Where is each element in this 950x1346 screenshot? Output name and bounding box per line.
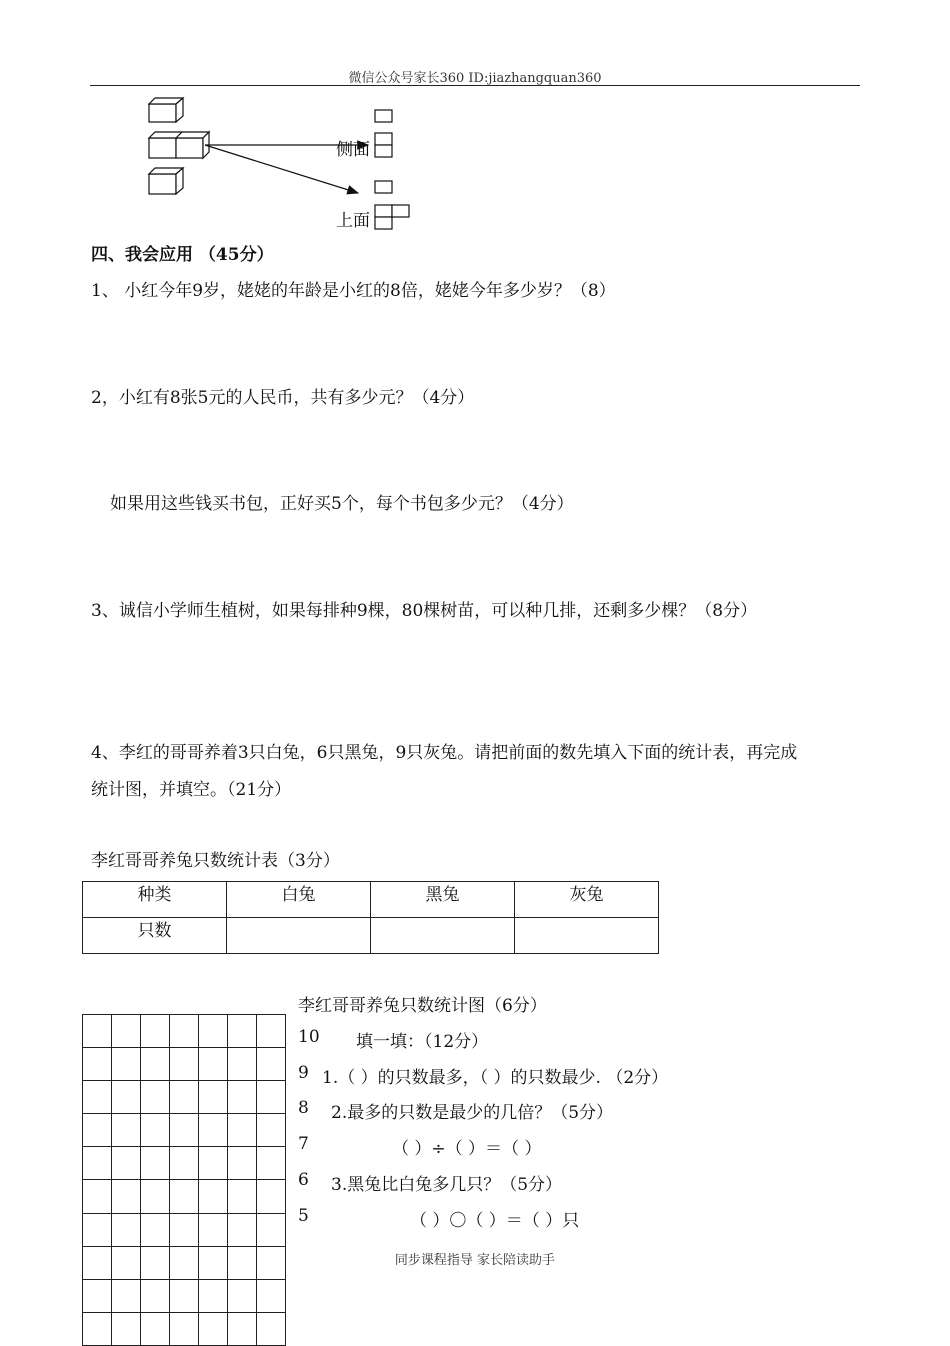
y-tick-label: 9	[298, 1063, 309, 1083]
chart-caption: 李红哥哥养兔只数统计图（6分）	[298, 996, 547, 1016]
table-row	[83, 918, 659, 954]
grid-cell[interactable]	[112, 1015, 141, 1048]
top-view-label: 上面	[336, 211, 370, 231]
grid-cell[interactable]	[199, 1147, 228, 1180]
grid-cell[interactable]	[83, 1180, 112, 1213]
cube-views-diagram	[0, 0, 950, 240]
question-3: 3、诚信小学师生植树，如果每排种9棵，80棵树苗，可以种几排，还剩多少棵？（8分）	[91, 601, 758, 621]
grid-cell[interactable]	[112, 1180, 141, 1213]
grid-cell[interactable]	[141, 1147, 170, 1180]
y-tick-label: 6	[298, 1170, 309, 1190]
grid-cell[interactable]	[257, 1114, 286, 1147]
grid-cell[interactable]	[170, 1114, 199, 1147]
grid-cell[interactable]	[257, 1280, 286, 1313]
grid-cell[interactable]	[170, 1214, 199, 1247]
grid-cell[interactable]	[257, 1081, 286, 1114]
grid-cell[interactable]	[170, 1280, 199, 1313]
grid-cell[interactable]	[228, 1147, 257, 1180]
fill-question-1: 1.（ ）的只数最多，（ ）的只数最少. （2分）	[322, 1068, 669, 1088]
grid-cell[interactable]	[228, 1015, 257, 1048]
grid-cell[interactable]	[141, 1114, 170, 1147]
table-header-row	[83, 882, 659, 918]
grid-cell[interactable]	[112, 1114, 141, 1147]
side-view-label: 侧面	[336, 140, 370, 160]
grid-cell[interactable]	[199, 1048, 228, 1081]
grid-cell[interactable]	[228, 1280, 257, 1313]
grid-cell[interactable]	[112, 1214, 141, 1247]
grid-cell[interactable]	[112, 1081, 141, 1114]
grid-cell[interactable]	[141, 1313, 170, 1346]
grid-cell[interactable]	[170, 1313, 199, 1346]
fill-equation-1: （ ）÷（ ）＝（ ）	[392, 1139, 542, 1159]
fill-equation-2: （ ）〇（ ）＝（ ）只	[410, 1211, 580, 1231]
grid-cell[interactable]	[83, 1147, 112, 1180]
table-cell-white[interactable]	[227, 918, 371, 954]
question-2-followup: 如果用这些钱买书包，正好买5个，每个书包多少元？（4分）	[110, 494, 574, 514]
grid-cell[interactable]	[257, 1147, 286, 1180]
grid-cell[interactable]	[228, 1214, 257, 1247]
grid-cell[interactable]	[141, 1015, 170, 1048]
question-1: 1、 小红今年9岁，姥姥的年龄是小红的8倍，姥姥今年多少岁？（8）	[91, 281, 616, 301]
cube-stack	[149, 98, 209, 194]
grid-cell[interactable]	[141, 1280, 170, 1313]
stat-chart-grid[interactable]	[82, 1014, 286, 1346]
table-header-cell: 黑兔	[371, 882, 515, 918]
page-footer: 同步课程指导 家长陪读助手	[394, 1253, 556, 1268]
grid-cell[interactable]	[257, 1313, 286, 1346]
grid-cell[interactable]	[228, 1048, 257, 1081]
fill-question-2: 2.最多的只数是最少的几倍？（5分）	[331, 1103, 614, 1123]
question-4-line1: 4、李红的哥哥养着3只白兔，6只黑兔，9只灰兔。请把前面的数先填入下面的统计表，再完成	[91, 743, 798, 763]
grid-cell[interactable]	[83, 1313, 112, 1346]
grid-cell[interactable]	[199, 1313, 228, 1346]
grid-cell[interactable]	[170, 1048, 199, 1081]
table-row-label: 只数	[83, 918, 227, 954]
grid-cell[interactable]	[228, 1180, 257, 1213]
table-header-cell: 灰兔	[515, 882, 659, 918]
rabbit-stat-table	[82, 881, 659, 954]
grid-cell[interactable]	[257, 1180, 286, 1213]
section-title: 四、我会应用 （45分）	[91, 245, 274, 265]
grid-cell[interactable]	[141, 1214, 170, 1247]
grid-cell[interactable]	[83, 1114, 112, 1147]
grid-cell[interactable]	[83, 1280, 112, 1313]
grid-cell[interactable]	[199, 1015, 228, 1048]
grid-cell[interactable]	[199, 1180, 228, 1213]
grid-cell[interactable]	[199, 1214, 228, 1247]
grid-cell[interactable]	[257, 1214, 286, 1247]
grid-cell[interactable]	[141, 1180, 170, 1213]
grid-cell[interactable]	[112, 1280, 141, 1313]
grid-cell[interactable]	[257, 1048, 286, 1081]
table-caption: 李红哥哥养兔只数统计表（3分）	[91, 851, 340, 871]
y-tick-label: 10	[298, 1027, 320, 1047]
grid-cell[interactable]	[83, 1214, 112, 1247]
table-cell-black[interactable]	[371, 918, 515, 954]
grid-cell[interactable]	[112, 1147, 141, 1180]
grid-cell[interactable]	[170, 1180, 199, 1213]
grid-cell[interactable]	[228, 1081, 257, 1114]
grid-cell[interactable]	[83, 1048, 112, 1081]
grid-cell[interactable]	[199, 1081, 228, 1114]
grid-cell[interactable]	[170, 1147, 199, 1180]
question-4-line2: 统计图，并填空。（21分）	[91, 780, 292, 800]
y-tick-label: 8	[298, 1098, 309, 1118]
grid-cell[interactable]	[112, 1048, 141, 1081]
table-header-cell: 种类	[83, 882, 227, 918]
grid-cell[interactable]	[112, 1313, 141, 1346]
table-cell-gray[interactable]	[515, 918, 659, 954]
grid-cell[interactable]	[141, 1048, 170, 1081]
fill-section-title: 填一填：（12分）	[356, 1032, 489, 1052]
grid-cell[interactable]	[83, 1081, 112, 1114]
grid-cell[interactable]	[199, 1114, 228, 1147]
top-view-squares	[375, 181, 409, 229]
page-header: 微信公众号家长360 ID:jiazhangquan360	[348, 71, 602, 86]
y-tick-label: 5	[298, 1206, 309, 1226]
side-view-squares	[375, 110, 392, 157]
grid-cell[interactable]	[228, 1114, 257, 1147]
grid-cell[interactable]	[83, 1015, 112, 1048]
y-tick-label: 7	[298, 1134, 309, 1154]
fill-question-3: 3.黑兔比白兔多几只？（5分）	[331, 1175, 563, 1195]
grid-cell[interactable]	[228, 1313, 257, 1346]
table-header-cell: 白兔	[227, 882, 371, 918]
grid-cell[interactable]	[257, 1015, 286, 1048]
question-2: 2，小红有8张5元的人民币，共有多少元？（4分）	[91, 388, 475, 408]
grid-cell[interactable]	[170, 1081, 199, 1114]
grid-cell[interactable]	[199, 1280, 228, 1313]
grid-cell[interactable]	[170, 1015, 199, 1048]
grid-cell[interactable]	[141, 1081, 170, 1114]
